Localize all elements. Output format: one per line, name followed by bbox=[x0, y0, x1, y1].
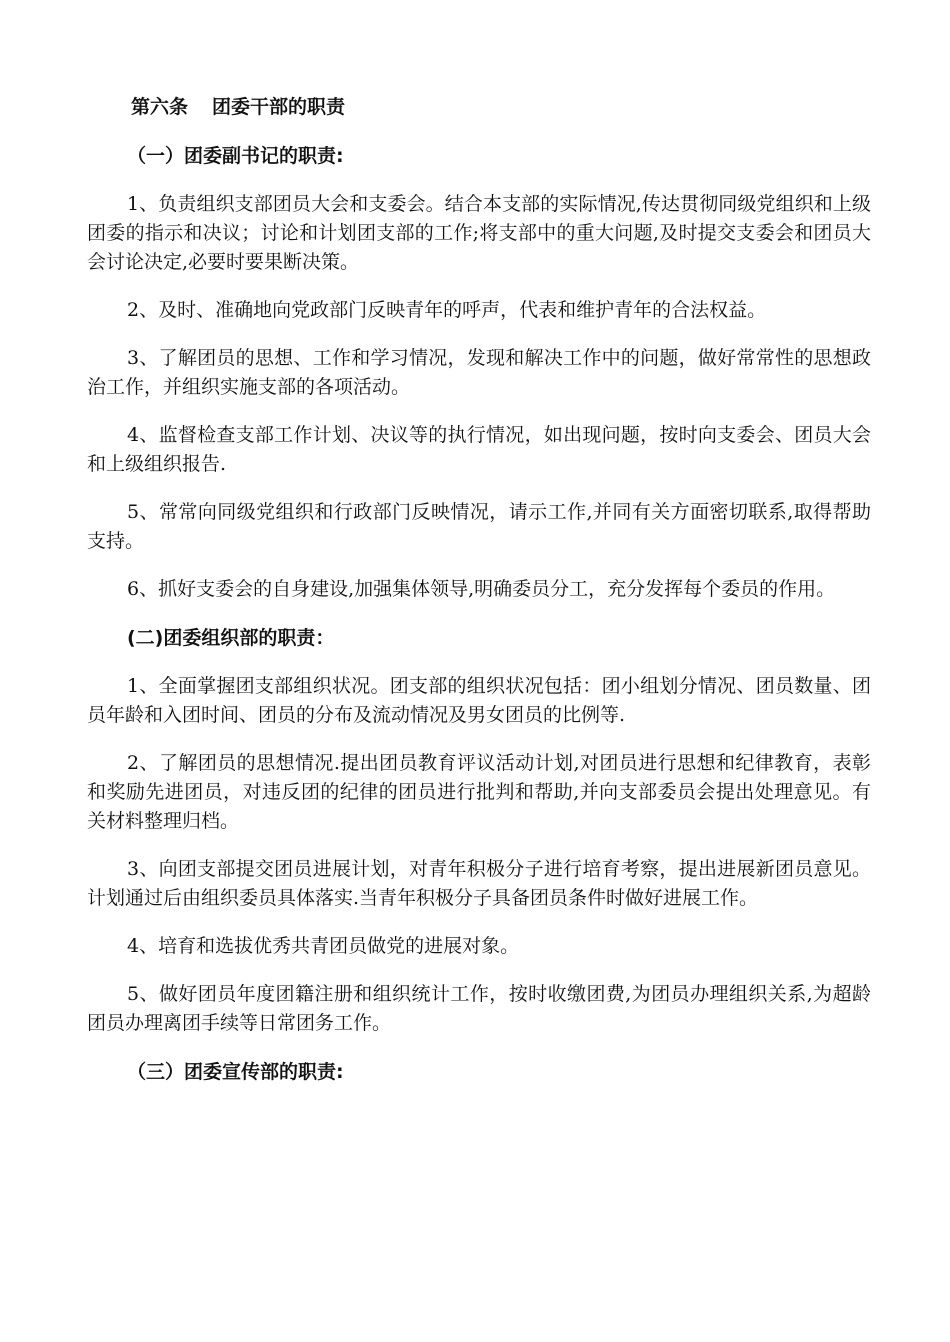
paragraph-deputy-6: 6、抓好支委会的自身建设,加强集体领导,明确委员分工，充分发挥每个委员的作用。 bbox=[127, 578, 836, 600]
paragraph-deputy-3: 3、了解团员的思想、工作和学习情况，发现和解决工作中的问题，做好常常性的思想政治工作，并组织实施支部的各项活动。 bbox=[87, 347, 871, 398]
section-title-organization: (二)团委组织部的职责： bbox=[127, 627, 335, 649]
paragraph-deputy-2: 2、及时、准确地向党政部门反映青年的呼声，代表和维护青年的合法权益。 bbox=[127, 299, 767, 321]
article-heading bbox=[87, 92, 871, 122]
paragraph-deputy-4: 4、监督检查支部工作计划、决议等的执行情况，如出现问题，按时向支委会、团员大会和上级组织报告. bbox=[87, 424, 871, 475]
paragraph-organization-5: 5、做好团员年度团籍注册和组织统计工作，按时收缴团费,为团员办理组织关系,为超龄团员办理离团手续等日常团务工作。 bbox=[87, 983, 871, 1034]
paragraph-organization-2: 2、了解团员的思想情况.提出团员教育评议活动计划,对团员进行思想和纪律教育，表彰和奖励先进团员，对违反团的纪律的团员进行批判和帮助,并向支部委员会提出处理意见。有关材料整理归档。 bbox=[87, 752, 871, 832]
paragraph-organization-3: 3、向团支部提交团员进展计划，对青年积极分子进行培育考察，提出进展新团员意见。计划通过后由组织委员具体落实.当青年积极分子具备团员条件时做好进展工作。 bbox=[87, 858, 871, 909]
section-title-publicity: （三）团委宣传部的职责: bbox=[127, 1061, 344, 1083]
article-title: 团委干部的职责 bbox=[212, 96, 346, 118]
article-number: 第六条 bbox=[131, 96, 189, 118]
document-body bbox=[87, 92, 871, 1106]
paragraph-deputy-1: 1、负责组织支部团员大会和支委会。结合本支部的实际情况,传达贯彻同级党组织和上级团委的指示和决议；讨论和计划团支部的工作;将支部中的重大问题,及时提交支委会和团员大会讨论决定,必要时要果断决策。 bbox=[87, 193, 871, 273]
paragraph-organization-1: 1、全面掌握团支部组织状况。团支部的组织状况包括：团小组划分情况、团员数量、团员年龄和入团时间、团员的分布及流动情况及男女团员的比例等. bbox=[87, 675, 871, 726]
paragraph-organization-4: 4、培育和选拔优秀共青团员做党的进展对象。 bbox=[127, 935, 520, 957]
section-title-deputy-secretary: （一）团委副书记的职责: bbox=[127, 145, 344, 167]
paragraph-deputy-5: 5、常常向同级党组织和行政部门反映情况，请示工作,并同有关方面密切联系,取得帮助支持。 bbox=[87, 501, 871, 552]
